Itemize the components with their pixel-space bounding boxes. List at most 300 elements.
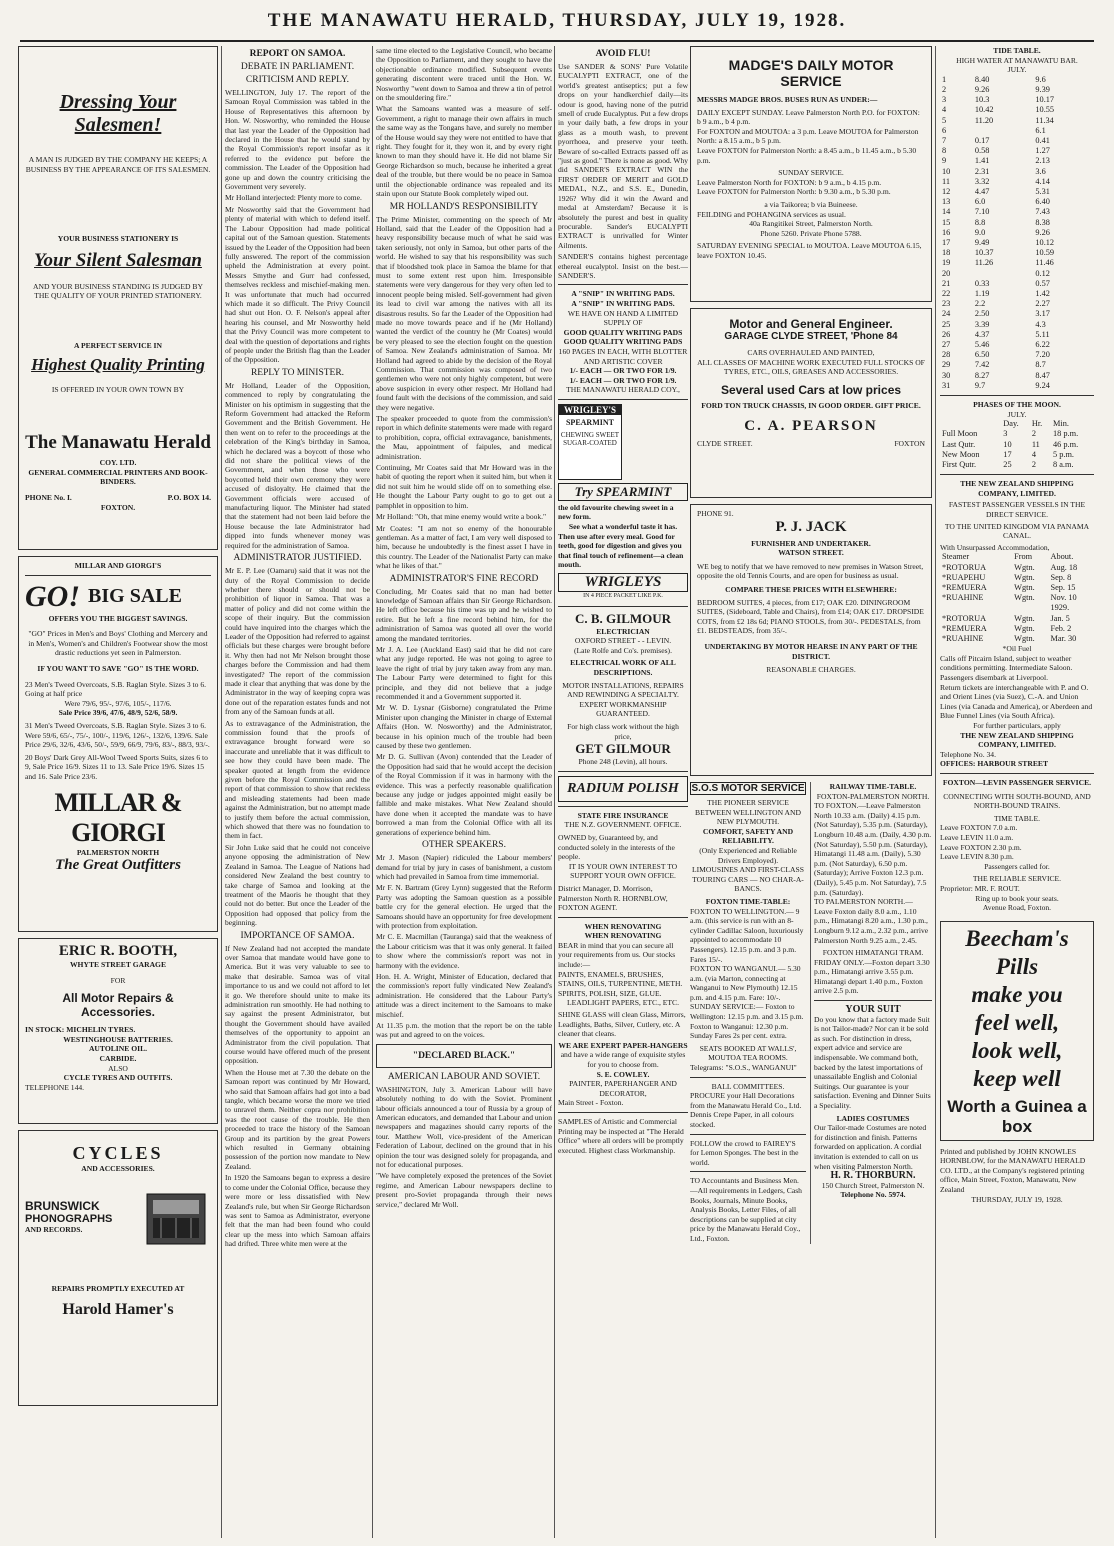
ad-title: LADIES COSTUMES [836,1113,910,1123]
snip-text: 1/- EACH — OR TWO FOR 1/9. [569,366,677,376]
article-subtitle: MR HOLLAND'S RESPONSIBILITY [389,201,539,212]
article-paragraph: Mr J. A. Lee (Auckland East) said that he did not care what any judge reported. He was not going to agree to leave the right of trial by jury taken away from any man. The Labour Party were determined to fight for this principle, and they did not believe that a judge recommended it and a Government supported it. [376,644,552,701]
moon-title: PHASES OF THE MOON. [973,400,1061,410]
tide-row [940,289,1094,299]
article-paragraph: Mr F. N. Bartram (Grey Lynn) suggested that the Reform Party was adopting the Samoan question as a possible battle cry for the general election. He urged that the Samoans should have an opportunity for free development with protection from exploitation. [376,883,552,930]
ad-title: Pills [995,953,1039,979]
sale-item: 20 Boys' Dark Grey All-Wool Tweed Sports Suits, sizes 6 to 9, Sale Price 16/9. Sizes 11 to 13. Sale Price 19/6. Sizes 15 and 16. Sale Price 23/6. [25,752,208,781]
ad-text: FASTEST PASSENGER VESSELS IN THE DIRECT SERVICE. [948,500,1086,520]
issue-date: THURSDAY, JULY 19, 1928. [971,1194,1063,1204]
ad-text: DAILY EXCEPT SUNDAY. Leave Palmerston North P.O. for FOXTON: b 9 a.m., b 4 p.m. [697,107,920,127]
ad-title: RAILWAY TIME-TABLE. [829,782,917,791]
ad-text: Return tickets are interchangeable with P. and O. and Orient Lines (via Suez), C.-A. and Union Lines (via Canada and America), or Aberdeen and Blue Funnel Lines (via South Africa). [940,682,1093,721]
article-paragraph: At 11.35 p.m. the motion that the report be on the table was put and agreed to on the voices. [376,1021,552,1040]
ad-text: GENERAL COMMERCIAL PRINTERS AND BOOK-BINDERS. [28,467,208,487]
tide-table [940,75,1094,391]
article-subtitle: REPLY TO MINISTER. [250,367,345,378]
table-cell: Sep. 8 [1050,572,1072,582]
table-cell [973,269,1034,279]
table-cell: 11.46 [1035,258,1054,268]
ad-text: For further particulars, apply [973,721,1061,731]
ad-text: WHEN RENOVATING [584,931,662,941]
article-paragraph: Hon. H. A. Wright, Minister of Education, declared that the commission's report fully vindicated New Zealand's administration. He considered that the Labour Party's attitude was a direct incitement to the Samoans to make mischief. [376,971,552,1019]
column-4 [558,46,688,1540]
tide-row [940,156,1094,166]
madge-motor-ad [690,46,932,302]
sale-item: 31 Men's Tweed Overcoats, S.B. Raglan Style. Sizes 3 to 6. Were 59/6, 65/-, 75/-, 100/-, 119/6, 126/-, 132/6, 139/6. Sale Price 29/6, 32/6, 43/6, 50/-, 59/9, 66/9, 79/6, 83/-, 88/3, 93/-. [25,720,210,750]
gum-brand: WRIGLEY'S [559,405,621,415]
article-paragraph: Mr Holland, Leader of the Opposition, commenced to reply by congratulating the Minister on his optimism in suggesting that the Reform Government had attacked the Reform Government and the British Government. He then went on to refer to the proceedings at the celebration of the King's birthday in Samoa, which he declared was a boycott of those who did not share the political views of the Government, and when those who were boycotted held their own ceremony they were accused of disloyalty. He claimed that the Government officials were accused of manufacturing liquor. The Minister had stated that the statement had not been laid before the House because the late Administrator had dipped into funds whenever money was required for the administration of Samoa. [225,380,370,550]
ad-text: PHONE 91. [697,509,734,518]
ad-text: a via Taikorea; b via Buineese. [764,199,858,209]
ad-text: IF YOU WANT TO SAVE "GO" IS THE WORD. [37,663,199,673]
ad-text: Leave FOXTON 2.30 p.m. [940,842,1022,852]
ad-text: A PERFECT SERVICE IN [74,340,162,350]
ad-text: TELEPHONE 144. [25,1082,85,1092]
ship-row [940,552,1094,562]
table-cell: 10.42 [974,105,994,115]
tide-row [940,207,1094,217]
table-cell: *REMUERA [942,623,987,633]
tide-row [940,371,1094,381]
table-cell: 1.42 [1035,289,1050,299]
ad-text: Leave FOXTON 7.0 a.m. [940,823,1018,833]
column-3 [376,46,552,1540]
table-cell: 9.49 [974,238,990,248]
ad-text: OFFICES: HARBOUR STREET [940,759,1049,769]
table-cell: 4 [1031,449,1036,459]
article-subtitle: AMERICAN LABOUR AND SOVIET. [387,1071,541,1082]
table-cell: 28 [942,350,951,360]
article-title: REPORT ON SAMOA. [249,49,346,59]
article-paragraph: WASHINGTON, July 3. American Labour will have absolutely nothing to do with the Soviet. Prominent labour officials announced a tour of Russia by a group of American educators, and demanded that Labour and union newspapers and magazines should carry reports of the tour. Matthew Woll, vice-president of the American Federation of Labour, declined on the ground that in his opinion the tour was designed solely for propaganda, and not for educational purposes. [376,1084,552,1170]
ad-title: All Motor Repairs & Accessories. [62,991,174,1020]
tide-row [940,248,1094,258]
tide-title: TIDE TABLE. [993,46,1041,55]
table-cell: 23 [942,299,951,309]
table-cell: 31 [942,380,951,390]
ad-name: Harold Hamer's [62,1301,174,1319]
ad-text: FOXTON [894,439,925,449]
ad-text: (Late Rolfe and Co's. premises). [574,645,672,655]
ad-title: GARAGE CLYDE STREET, 'Phone 84 [724,331,898,342]
table-cell: 2.2 [974,299,986,309]
table-cell: 0.33 [974,278,990,288]
moon-row [940,460,1094,470]
article-paragraph: The speaker proceeded to quote from the commission's report in which definite statements were made with regard to prohibition, copra, official extravagance, banishments, the Mau, appointment of faipules, and medical administration. [376,414,552,461]
ad-text: CONNECTING WITH SOUTH-BOUND, AND NORTH-BOUND TRAINS. [943,791,1091,811]
ad-text: FOXTON TO WELLINGTON.— 9 a.m. (this service is run with an 8-cylinder Cadillac Saloon, luxuriously appointed to accommodate 10 Passengers). 12.15 p.m. and 3 p.m. Fares 15/-. [690,906,804,964]
sos-column [690,782,806,1244]
table-cell: Full Moon [942,429,978,439]
ad-text: Do you know that a factory made Suit is not Tailor-made? Nor can it be sold as such. For distinction in dress, expert advice and service are indispensable. We command both, backed by the latest importations of unassailable English and Colonial Suitings. Our guarantee is your satisfaction. Evening and Dinner Suits a Speciality. [814,1014,931,1110]
table-cell: 11.26 [974,258,994,268]
table-cell: 6.50 [974,350,990,360]
ad-text: 40a Rangitikei Street, Palmerston North. [749,219,873,229]
table-cell: Jan. 5 [1050,613,1070,623]
ad-title: make you [971,981,1063,1007]
moon-row [940,440,1094,450]
table-cell: 5 p.m. [1053,449,1074,459]
ad-text: REASONABLE CHARGES. [766,665,856,675]
declared-black-box [376,1044,552,1068]
ad-text: FOXTON-PALMERSTON NORTH. [816,791,930,801]
snip-text: A "SNIP" IN WRITING PADS. [571,298,675,308]
table-cell: 2 [1031,429,1036,439]
table-cell: 26 [942,329,951,339]
wrigley-ad [558,404,688,480]
table-cell: 4.47 [974,187,990,197]
table-cell: 7 [942,136,947,145]
ad-text: TO PALMERSTON NORTH.— Leave Foxton daily 8.0 a.m., 1.10 p.m., Himatangi 8.20 a.m., 1.30 p.m., Longburn 9.12 a.m., 2.32 p.m., arrive Palmerston North 9.25 a.m., 2.45. [814,897,929,945]
millar-giorgi-ad [18,556,218,932]
moon-table [940,419,1094,470]
ad-text: BEDROOM SUITES, 4 pieces, from £17; OAK £20. DININGROOM SUITES, (Sideboard, Table and Chairs), from £14; OAK £17. DROPSIDE COTS, from £2 18s 6d; PIANO STOOLS, from 30/-. PEDESTALS, from £1. BEDSTEADS, from 35/-. [697,597,924,636]
table-cell: 2.50 [974,309,990,319]
ad-text: CARBIDE. [99,1053,137,1063]
article-paragraph: Mr Holland interjected: Plenty more to come. [225,193,362,203]
beechams-pills-ad [940,921,1094,1141]
snip-text: GOOD QUALITY WRITING PADS [563,337,683,347]
ad-text: Passengers called for. [984,861,1050,871]
ad-title: MADGE'S DAILY MOTOR SERVICE [728,57,894,89]
table-cell: 2.31 [974,166,990,176]
table-cell: 5.31 [1035,187,1050,197]
snip-text: A "SNIP" IN WRITING PADS. [571,289,675,299]
ad-text: UNDERTAKING BY MOTOR HEARSE IN ANY PART OF THE DISTRICT. [704,641,918,661]
ad-title: THE NEW ZEALAND SHIPPING COMPANY, LIMITED. [960,730,1074,750]
table-cell: Steamer [942,552,970,562]
table-cell: 11 [942,176,950,186]
article-subtitle: IMPORTANCE OF SAMOA. [240,930,355,941]
ad-text: CARS OVERHAULED AND PAINTED, [747,348,875,357]
table-cell: 8.27 [974,370,990,380]
article-paragraph: Sir John Luke said that he could not conceive anyone opposing the administration of New Zealand in Samoa. The League of Nations had considered New Zealand the best country to take charge of Samoa and looking at the treatment of the Maoris he thought that they could not do better. But once the Leader of the Opposition had opposed that policy from the beginning. [225,842,370,928]
table-cell: 0.57 [1035,278,1050,288]
table-cell: Nov. 10 [1050,593,1077,603]
table-cell: 30 [942,370,951,380]
table-cell: 9.26 [974,84,990,94]
article-paragraph: Mr Coates: "I am not so enemy of the honourable gentleman. As a matter of fact, I am very well disposed to him, because he undoubtedly is the finest asset I have in this country. The Leader of the Nationalist Party can make what he likes of that." [376,523,552,571]
table-cell: 4.3 [1035,319,1046,329]
ad-text: WE ARE EXPERT PAPER-HANGERS [558,1040,688,1050]
ad-title: feel well, [974,1009,1060,1035]
ad-text: COMPARE THESE PRICES WITH ELSEWHERE: [725,584,897,594]
ad-text: PROCURE your Hall Decorations from the Manawatu Herald Co., Ltd. Dennis Crepe Paper, in all colours stocked. [690,1091,802,1129]
ad-text: CLYDE STREET. [697,439,753,449]
table-cell: *ROTORUA [942,613,987,623]
phone-number: PHONE No. I. [25,492,72,502]
tide-row [940,197,1094,207]
table-cell: 5.46 [974,340,990,350]
article-paragraph: Mr C. E. Macmillan (Tauranga) said that the weakness of the Labour criticism was that it was only general. It failed to show where the commission's report was not in harmony with the evidence. [376,932,552,970]
imprint: Printed and published by JOHN KNOWLES HORNBLOW, for the MANAWATU HERALD CO. LTD., at the Company's registered printing office, Main Street, Foxton, Manawatu, New Zealand [940,1146,1086,1195]
table-cell: 17 [1003,449,1012,459]
table-cell: Wgtn. [1014,572,1035,582]
ad-text: Leave FOXTON for Palmerston North: b 9.30 a.m., b 5.30 p.m. [697,187,891,197]
ship-row [940,573,1094,583]
table-cell: 10.3 [974,95,990,105]
sale-item: Were 79/6, 95/-, 97/6, 105/-, 117/6. [64,698,172,708]
ad-title: YOUR SUIT [845,1004,901,1016]
article-subtitle: OTHER SPEAKERS. [422,840,506,851]
table-cell: Wgtn. [1014,613,1035,623]
ad-text: Calls off Pitcairn Island, subject to weather conditions permitting. Intermediate Saloon. Passengers disembark at Liverpool. [940,653,1073,683]
table-cell: 8.7 [1035,360,1046,370]
tide-row [940,167,1094,177]
article-paragraph: Mr D. G. Sullivan (Avon) contended that the Leader of the Opposition had said that he would accept the decision of the Royal Commission if it was in harmony with the evidence. This was a perfectly reasonable qualification because any judge or judges appointed might easily be fallible and make mistakes. What New Zealand should have done when it accepted the mandate was to have borrowed a man from the Colonial Office with all its generations of experience behind him. [376,752,552,837]
herald-printing-ad [18,46,218,550]
pj-jack-ad [690,504,932,776]
column-rule [372,46,373,1538]
ad-text: TO Accountants and Business Men. —All requirements in Ledgers, Cash Books, Journals, Minute Books, Analysis Books, Letter Files, of all descriptions can be supplied at city price by the Manawatu Herald Coy., Ltd., Foxton. [690,1176,802,1243]
big-sale-title: BIG SALE [88,585,182,608]
table-cell: 1.41 [974,156,990,166]
ad-text: SHINE GLASS will clean Glass, Mirrors, Leadlights, Baths, Silver, Cutlery, etc. A cleaner that cleans. [558,1010,686,1039]
table-cell: 2 [1031,460,1036,470]
table-cell: 8.40 [974,74,990,84]
table-cell: *RUAHINE [942,634,984,644]
ad-text: MESSRS MADGE BROS. BUSES RUN AS UNDER:— [697,95,878,104]
table-cell: 29 [942,360,951,370]
ad-title: The Manawatu Herald [25,432,211,454]
table-cell: Wgtn. [1014,634,1035,644]
flu-text: SANDER'S contains highest percentage ethereal eucalyptol. Insist on the best.—SANDER'S. [558,252,688,280]
wrigleys-logo: WRIGLEYS [558,573,688,592]
column-1 [18,46,218,1540]
table-cell: 8 a.m. [1053,460,1074,470]
tide-row [940,340,1094,350]
table-cell: 9 [942,156,947,166]
table-cell: About. [1050,552,1074,562]
table-cell: 15 [942,217,951,227]
ad-text: Phone 248 (Levin), all hours. [578,757,668,767]
table-cell: 8.8 [974,217,986,227]
table-cell: 1.27 [1035,146,1050,156]
table-cell: 3.32 [974,176,990,186]
table-cell: 0.58 [974,146,990,156]
ad-title: PHONOGRAPHS [25,1212,113,1225]
tide-row [940,187,1094,197]
ship-row [940,634,1094,644]
ad-title: BRUNSWICK [25,1198,100,1213]
masthead: THE MANAWATU HERALD, THURSDAY, JULY 19, 1928. [20,10,1094,42]
ad-text: A MAN IS JUDGED BY THE COMPANY HE KEEPS; A BUSINESS BY THE APPEARANCE OF ITS SALESMEN. [25,155,211,174]
ship-table [940,552,1094,644]
table-cell: *RUAHINE [942,593,984,603]
table-cell: 6.22 [1035,340,1050,350]
ad-text: SUNDAY SERVICE:— Foxton to Wellington: 12.15 p.m. and 3.15 p.m. Foxton to Wanganui: 12.30 p.m. Sunday Fares 2s per cent. extra. [690,1002,804,1041]
ad-text: Main Street - Foxton. [558,1098,624,1108]
ad-title: CYCLES [72,1143,164,1163]
ad-text: FOLLOW the crowd to FAIREY'S for Lemon Sponges. The best in the world. [690,1138,799,1167]
table-cell: 19 [942,258,951,268]
ad-text: THE RELIABLE SERVICE. [972,874,1062,884]
millar-giorgi-logo: MILLAR & GIORGI [54,787,182,847]
table-cell: 2.27 [1035,299,1050,309]
tide-row [940,299,1094,309]
ad-text: WESTINGHOUSE BATTERIES. [63,1034,173,1044]
table-cell: *ROTORUA [942,562,987,572]
ad-text: *Oil Fuel [1002,644,1032,654]
table-cell: 10.37 [974,248,994,258]
table-cell: 3.39 [974,319,990,329]
ship-row [940,624,1094,634]
ad-text: FRIDAY ONLY.—Foxton depart 3.30 p.m., Himatangi arrive 3.55 p.m. Himatangi depart 1.40 p.m., Foxton arrive 2.5 p.m. [814,957,930,996]
ad-text: SUNDAY SERVICE. [778,168,844,178]
ad-text: IN STOCK: MICHELIN TYRES. [25,1025,136,1035]
table-cell: 2.13 [1035,156,1050,166]
ad-text: SEATS BOOKED AT WALLS', MOUTOA TEA ROOMS. [699,1043,797,1063]
snip-text: 160 PAGES IN EACH, WITH BLOTTER AND ARTISTIC COVER [558,346,688,366]
ad-text: FOXTON TO WANGANUI.— 5.30 a.m. (via Marton, connecting at Wanganui to New Plymouth) 12.15 p.m. and 4.15 p.m. Fare: 10/-. [690,964,801,1002]
table-cell: 6 [942,125,947,135]
table-cell: 11.20 [974,115,994,125]
article-paragraph: Mr Nosworthy said that the Government had plenty of material with which to defend itself. The Labour Opposition had made political capital out of the Samoan question. Statements issued by the Leader of the Opposition had been fully answered. The report of the commission upheld the Administration at every point. Messrs Smythe and Gurr had confessed, themselves reckless and mischief-making men. It was unfortunate that much had occurred which made it so difficult. The Privy Council had shut out Hon. O. F. Nelson's appeal after hearing his counsel, and Mr Nosworthy held that the Privy Council was more competent to deal with the question of deportations and rights of people under the British flag than the Leader of the Opposition. [225,204,370,365]
tide-row [940,269,1094,279]
column-6 [940,46,1094,1540]
table-cell: 10.59 [1035,248,1055,258]
tide-row [940,126,1094,136]
ad-text: AND ACCESSORIES. [81,1164,155,1173]
ad-text: With Unsurpassed Accommodation, [940,542,1050,552]
table-cell: First Qutr. [942,460,977,470]
table-cell: 0.41 [1035,136,1050,145]
table-cell: 1 [942,74,947,84]
table-cell: Min. [1053,419,1069,429]
ad-text: COY. LTD. [99,458,137,468]
table-cell: 9.6 [1035,74,1046,84]
table-cell: 10 [942,166,951,176]
ad-text: IS OFFERED IN YOUR OWN TOWN BY [51,384,185,394]
table-cell: 25 [942,319,951,329]
article-subtitle: CRITICISM AND REPLY. [245,75,350,85]
ad-title: Several used Cars at low prices [720,382,902,397]
ad-text: "GO" Prices in Men's and Boys' Clothing and Mercery and in Men's, Women's and Children's Footwear show the most drastic reductions yet seen in Palmerston. [28,629,208,658]
table-cell: 3.17 [1035,309,1050,319]
ad-text: FOXTON TIME-TABLE: [705,896,791,906]
moon-row [940,419,1094,429]
table-cell: 7.20 [1035,350,1050,360]
ad-text: THE N.Z. GOVERNMENT. OFFICE. [564,820,682,830]
ad-text: EXPERT WORKMANSHIP GUARANTEED. [579,699,667,719]
table-cell: 8 [942,146,947,156]
table-cell: 3 [942,95,947,105]
ad-text: For FOXTON and MOUTOA: a 3 p.m. Leave MOUTOA for Palmerston North: a 8.15 a.m., b 5 p.m. [697,126,919,146]
ad-title: Highest Quality Printing [31,354,205,374]
tide-row [940,218,1094,228]
table-cell: *RUAPEHU [942,572,986,582]
ad-text: Avenue Road, Foxton. [982,903,1052,913]
ad-name: C. A. PEARSON [744,418,878,435]
flu-title: AVOID FLU! [595,49,651,59]
ad-title: Motor and General Engineer. [729,317,893,331]
ad-text: See what a wonderful taste it has. [568,522,678,532]
gum-packet-icon [558,404,622,480]
table-cell: 9.24 [1035,380,1050,390]
ad-text: IN 4 PIECE PACKET LIKE P.K. [583,593,663,600]
table-cell: 12 [942,187,951,197]
table-cell [940,603,1012,613]
ad-text: SAMPLES of Artistic and Commercial Printing may be inspected at "The Herald Office" where all orders will be promptly executed. Highest class Workmanship. [558,1116,684,1155]
ad-text: ELECTRICIAN [596,626,650,636]
ad-text: LEADLIGHT PAPERS, ETC., ETC. [566,998,679,1008]
table-cell: Wgtn. [1014,583,1035,593]
ad-text: ALL CLASSES OF MACHINE WORK EXECUTED FULL STOCKS OF TYRES, ETC., OILS, GREASES AND ACCESSORIES. [697,357,925,377]
tide-row [940,228,1094,238]
ad-text: FOXTON HIMATANGI TRAM. [822,948,924,958]
article-paragraph: If New Zealand had not accepted the mandate over Samoa that mandate would have gone to America. But it was very valuable to see to make that desirable. Samoa was of vital importance to us and we could not afford to let it go. We therefore should unite to make its administration run smoothly. He had nothing to say against the present Administrator, but thought the Government should have availed themselves of the opportunity to appoint an Administrator from the civil population. That course would have offered much of the present opposition. [225,943,370,1066]
ad-text: AND RECORDS. [25,1224,83,1234]
table-cell: 4.14 [1035,176,1050,186]
sale-item: Sale Price 39/6, 47/6, 48/9, 52/6, 58/9. [58,708,178,718]
tide-row [940,116,1094,126]
table-cell: 6.1 [1035,125,1046,135]
ad-text: BEAR in mind that you can secure all your requirements from us. Our stocks include:— [558,940,676,970]
ad-title: look well, [971,1037,1063,1063]
tide-row [940,279,1094,289]
ad-text: Telephone No. 34. [940,749,996,759]
gum-brand: CHEWING SWEET SUGAR-COATED [560,430,620,447]
ad-text: FOR [110,975,126,985]
ad-heading: MILLAR AND GIORGI'S [74,561,162,570]
table-cell: New Moon [942,449,980,459]
ad-name: H. R. THORBURN. [830,1170,916,1182]
ship-row [940,603,1094,613]
snip-text: THE MANAWATU HERALD COY., [566,385,680,395]
column-rule [554,46,555,1538]
table-cell: 27 [942,340,951,350]
article-paragraph: Mr E. P. Lee (Oamaru) said that it was not the duty of the Royal Commission to decide whether there should or should not be prohibition of liquor in Samoa. That was a matter of policy and did not come within the scope of their inquiry. But the commission could have inquired into the charges which the Leader of the Opposition had referred to against officials but these charges were brought before it. Why then had not Mr Nelson brought those charges before the Commission and had them investigated? The report of the commission made it clear that anything that was done by the Administrator in the way of keeping copra was done out of the reparation estates funds and not from any of the Samoan funds at all. [225,566,370,717]
ad-text: Then use after every meal. Good for teeth, good for digestion and gives you that final touch of refinement—a clean mouth. [558,531,684,570]
ad-text: Leave Palmerston North for FOXTON: b 9 a.m., b 4.15 p.m. [697,177,882,187]
article-paragraph: "We have completely exposed the pretences of the Soviet regime, and American Labour newspapers decline to present pro-Soviet propaganda through their news service," declared Mr Woll. [376,1171,552,1209]
ship-row [940,593,1094,603]
table-cell: 6.0 [974,197,986,207]
ad-text: the old favourite chewing sweet in a new form. [558,502,674,522]
get-gilmour: GET GILMOUR [575,741,671,757]
gilmour-name: C. B. GILMOUR [574,610,672,626]
tide-row [940,309,1094,319]
article-paragraph: same time elected to the Legislative Council, who became the Opposition to Parliament, and they sought to have the objectionable ordinance modified. Subsequent events generating discontent were traced until the Hon. W. Nosworthy "went down to Samoa and threw a tin of petrol on the smouldering fire." [376,46,552,103]
ad-text: and have a wide range of exquisite styles for you to choose from. [560,1050,686,1069]
table-cell: Wgtn. [1014,562,1035,572]
table-cell: Hr. [1031,419,1043,429]
snip-text: WE HAVE ON HAND A LIMITED SUPPLY OF [567,308,679,328]
ad-text: SATURDAY EVENING SPECIAL to MOUTOA. Leave MOUTOA 6.15, leave FOXTON 10.45. [697,241,922,260]
ad-text: REPAIRS PROMPTLY EXECUTED AT [51,1283,185,1293]
tide-row [940,360,1094,370]
ad-title: THE NEW ZEALAND SHIPPING COMPANY, LIMITED. [960,479,1074,498]
table-cell: 24 [942,309,951,319]
table-cell: Last Qutr. [942,439,976,449]
article-paragraph: Mr J. Mason (Napier) ridiculed the Labour members' demand for trial by jury in cases of banishment, a custom which had prevailed in Samoa from time immemorial. [376,853,552,881]
ad-text: LIMOUSINES AND FIRST-CLASS TOURING CARS — NO CHAR-A-BANCS. [692,865,804,894]
column-2 [225,46,370,1540]
table-cell: 10.17 [1035,95,1055,105]
table-cell: 18 [942,248,951,258]
article-paragraph: As to extravagance of the Administration, the commission found that the proofs of extravagance brought forward were so inaccurate and unreliable that it was difficult to see how they could have been made. The speaker quoted at length from the evidence given before the Royal Commission and the report of that commission to show that reckless and misleading statements had been made against the Administration, but no attempt made to justify them before the actual commission, which showed that there was no foundation to them in fact. [225,718,370,841]
table-cell: 4 [942,105,947,115]
article-paragraph: When the House met at 7.30 the debate on the Samoan report was continued by Mr Howard, who said that Samoan affairs had got into a bad tangle, which became worse the more we tried to unravel them. Neither copra nor prohibition was the root cause of the trouble. He then proceeded to trace the history of the Samoan Group and its partition by the great Powers which resulted in Germany obtaining possession of the portion now mandate to New Zealand. [225,1067,370,1171]
moon-row [940,429,1094,439]
table-cell: 14 [942,207,951,217]
ad-text: BALL COMMITTEES. [711,1081,785,1091]
table-cell: 25 [1003,460,1012,470]
table-cell: 7.43 [1035,207,1050,217]
table-cell: 0.12 [1035,268,1050,278]
tide-row [940,238,1094,248]
